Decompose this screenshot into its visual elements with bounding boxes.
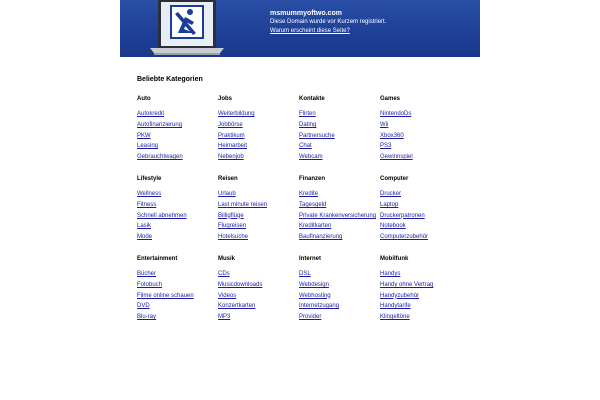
list-item: [218, 211, 296, 222]
list-item: [380, 221, 458, 232]
list-item: [299, 291, 377, 302]
category-jobs: [218, 95, 296, 163]
category-kontakte: [299, 95, 377, 163]
category-games: [380, 95, 458, 163]
list-item: [299, 280, 377, 291]
category-link[interactable]: Heimarbeit: [218, 143, 248, 150]
category-link[interactable]: Tagesgeld: [299, 201, 327, 208]
list-item: [380, 131, 458, 142]
list-item: [380, 232, 458, 243]
category-musik: [218, 255, 296, 323]
why-this-page-link[interactable]: Warum erscheint diese Seite?: [270, 27, 350, 34]
category-title: Musik: [218, 256, 236, 262]
list-item: [299, 109, 377, 120]
section-title: Beliebte Kategorien: [137, 76, 203, 83]
category-internet: [299, 255, 377, 323]
list-item: [380, 280, 458, 291]
list-item: [380, 120, 458, 131]
list-item: [380, 141, 458, 152]
category-link[interactable]: Flugreisen: [218, 223, 247, 230]
category-link[interactable]: Urlaub: [218, 191, 236, 197]
category-link[interactable]: Handys: [380, 271, 401, 277]
list-item: [299, 269, 377, 280]
category-link[interactable]: Leasing: [137, 143, 159, 150]
category-link[interactable]: Musicdownloads: [218, 281, 263, 288]
category-links: [299, 269, 377, 323]
category-link[interactable]: CDs: [218, 271, 230, 277]
category-link[interactable]: Videos: [218, 292, 237, 299]
category-link[interactable]: Blu-ray: [137, 314, 157, 321]
category-link[interactable]: Handyzubehör: [380, 292, 420, 299]
list-item: [299, 131, 377, 142]
list-item: [218, 301, 296, 312]
list-item: [299, 120, 377, 131]
category-link[interactable]: Nebenjob: [218, 154, 244, 161]
category-link[interactable]: Billigflüge: [218, 212, 244, 219]
category-link[interactable]: Dating: [299, 121, 317, 128]
list-item: [137, 312, 215, 323]
category-link[interactable]: Xbox360: [380, 132, 404, 139]
category-title: Mobilfunk: [380, 256, 409, 262]
category-title: Internet: [299, 256, 322, 262]
category-reisen: [218, 175, 296, 243]
category-link[interactable]: Internetzugang: [299, 303, 340, 310]
list-item: [218, 312, 296, 323]
list-item: [137, 232, 215, 243]
category-link[interactable]: Fotobuch: [137, 281, 163, 288]
category-link[interactable]: Baufinanzierung: [299, 234, 343, 241]
category-link[interactable]: Partnersuche: [299, 132, 335, 139]
list-item: [380, 109, 458, 120]
category-link[interactable]: Handy ohne Vertrag: [380, 281, 434, 288]
category-links: [218, 269, 296, 323]
category-link[interactable]: Gewinnspiel: [380, 154, 413, 161]
list-item: [299, 152, 377, 163]
list-item: [218, 221, 296, 232]
list-item: [299, 232, 377, 243]
list-item: [137, 189, 215, 200]
list-item: [137, 152, 215, 163]
banner-text: [270, 9, 386, 35]
category-link[interactable]: Kreditkarten: [299, 223, 332, 230]
list-item: [299, 211, 377, 222]
category-link[interactable]: Weiterbildung: [218, 111, 255, 117]
category-link[interactable]: Konzertkarten: [218, 303, 256, 310]
list-item: [380, 312, 458, 323]
category-title: Auto: [137, 96, 151, 102]
category-title: Lifestyle: [137, 176, 162, 182]
category-link[interactable]: Flirten: [299, 111, 316, 117]
category-link[interactable]: DSL: [299, 271, 311, 277]
category-link[interactable]: NintendoDs: [380, 111, 412, 117]
category-link[interactable]: Wii: [380, 121, 389, 128]
category-links: [137, 109, 215, 163]
category-link[interactable]: Hotelsuche: [218, 234, 249, 241]
category-link[interactable]: MP3: [218, 314, 231, 321]
category-link[interactable]: Autofinanzierung: [137, 121, 183, 128]
list-item: [218, 200, 296, 211]
category-title: Reisen: [218, 176, 238, 182]
registration-message: Diese Domain wurde vor Kurzem registriert.: [270, 19, 387, 25]
category-link[interactable]: DVD: [137, 303, 150, 310]
category-links: [380, 109, 458, 163]
category-links: [218, 189, 296, 243]
category-link[interactable]: Klingeltöne: [380, 314, 410, 321]
list-item: [299, 200, 377, 211]
category-link[interactable]: PKW: [137, 132, 151, 139]
list-item: [218, 280, 296, 291]
list-item: [218, 131, 296, 142]
category-link[interactable]: Bücher: [137, 271, 157, 277]
category-link[interactable]: Drucker: [380, 191, 402, 197]
category-links: [299, 109, 377, 163]
list-item: [380, 152, 458, 163]
category-title: Computer: [380, 176, 409, 182]
list-item: [380, 291, 458, 302]
list-item: [137, 141, 215, 152]
list-item: [218, 152, 296, 163]
list-item: [218, 232, 296, 243]
laptop-construction-icon: [150, 0, 224, 57]
category-link[interactable]: Last minute reisen: [218, 201, 268, 208]
list-item: [137, 131, 215, 142]
list-item: [218, 141, 296, 152]
category-link[interactable]: Chat: [299, 143, 312, 150]
category-auto: [137, 95, 215, 163]
list-item: [380, 269, 458, 280]
list-item: [218, 189, 296, 200]
list-item: [380, 211, 458, 222]
category-link[interactable]: Schnell abnehmen: [137, 212, 187, 219]
category-links: [218, 109, 296, 163]
list-item: [218, 109, 296, 120]
category-link[interactable]: Autokredit: [137, 111, 165, 117]
list-item: [380, 301, 458, 312]
list-item: [137, 301, 215, 312]
category-link[interactable]: Webhosting: [299, 292, 331, 299]
list-item: [380, 200, 458, 211]
category-link[interactable]: Jobbörse: [218, 121, 243, 128]
category-finanzen: [299, 175, 377, 243]
category-entertainment: [137, 255, 215, 323]
category-link[interactable]: Lasik: [137, 223, 152, 230]
category-link[interactable]: Filme online schauen: [137, 292, 194, 299]
header-banner: [120, 0, 480, 57]
list-item: [299, 189, 377, 200]
category-links: [137, 269, 215, 323]
category-link[interactable]: Laptop: [380, 201, 399, 208]
category-links: [380, 269, 458, 323]
list-item: [380, 189, 458, 200]
list-item: [218, 120, 296, 131]
list-item: [137, 291, 215, 302]
category-link[interactable]: Gebrauchtwagen: [137, 154, 183, 161]
category-link[interactable]: Webdesign: [299, 281, 329, 288]
category-title: Kontakte: [299, 96, 325, 102]
list-item: [299, 141, 377, 152]
category-link[interactable]: Praktikum: [218, 132, 245, 139]
category-lifestyle: [137, 175, 215, 243]
category-title: Jobs: [218, 96, 233, 102]
list-item: [299, 301, 377, 312]
list-item: [137, 280, 215, 291]
list-item: [137, 211, 215, 222]
list-item: [299, 312, 377, 323]
category-title: Games: [380, 96, 401, 102]
category-title: Finanzen: [299, 176, 326, 182]
category-link[interactable]: Computerzubehör: [380, 234, 429, 241]
category-links: [299, 189, 377, 243]
category-links: [137, 189, 215, 243]
list-item: [137, 221, 215, 232]
category-link[interactable]: Handytarife: [380, 303, 411, 310]
category-title: Entertainment: [137, 256, 178, 262]
category-link[interactable]: Private Krankenversicherung: [299, 212, 377, 219]
category-computer: [380, 175, 458, 243]
category-links: [380, 189, 458, 243]
list-item: [218, 269, 296, 280]
category-link[interactable]: Notebook: [380, 223, 406, 230]
list-item: [137, 200, 215, 211]
list-item: [137, 109, 215, 120]
category-link[interactable]: Fitness: [137, 201, 157, 208]
category-link[interactable]: Mode: [137, 234, 153, 241]
category-mobilfunk: [380, 255, 458, 323]
category-link[interactable]: PS3: [380, 143, 392, 150]
list-item: [137, 120, 215, 131]
domain-name: msmummyoftwo.com: [270, 10, 342, 17]
category-link[interactable]: Provider: [299, 314, 322, 321]
category-link[interactable]: Kredite: [299, 191, 319, 197]
list-item: [137, 269, 215, 280]
category-link[interactable]: Webcam: [299, 154, 323, 161]
list-item: [218, 291, 296, 302]
category-link[interactable]: Wellness: [137, 191, 162, 197]
list-item: [299, 221, 377, 232]
category-link[interactable]: Druckerpatronen: [380, 212, 425, 219]
